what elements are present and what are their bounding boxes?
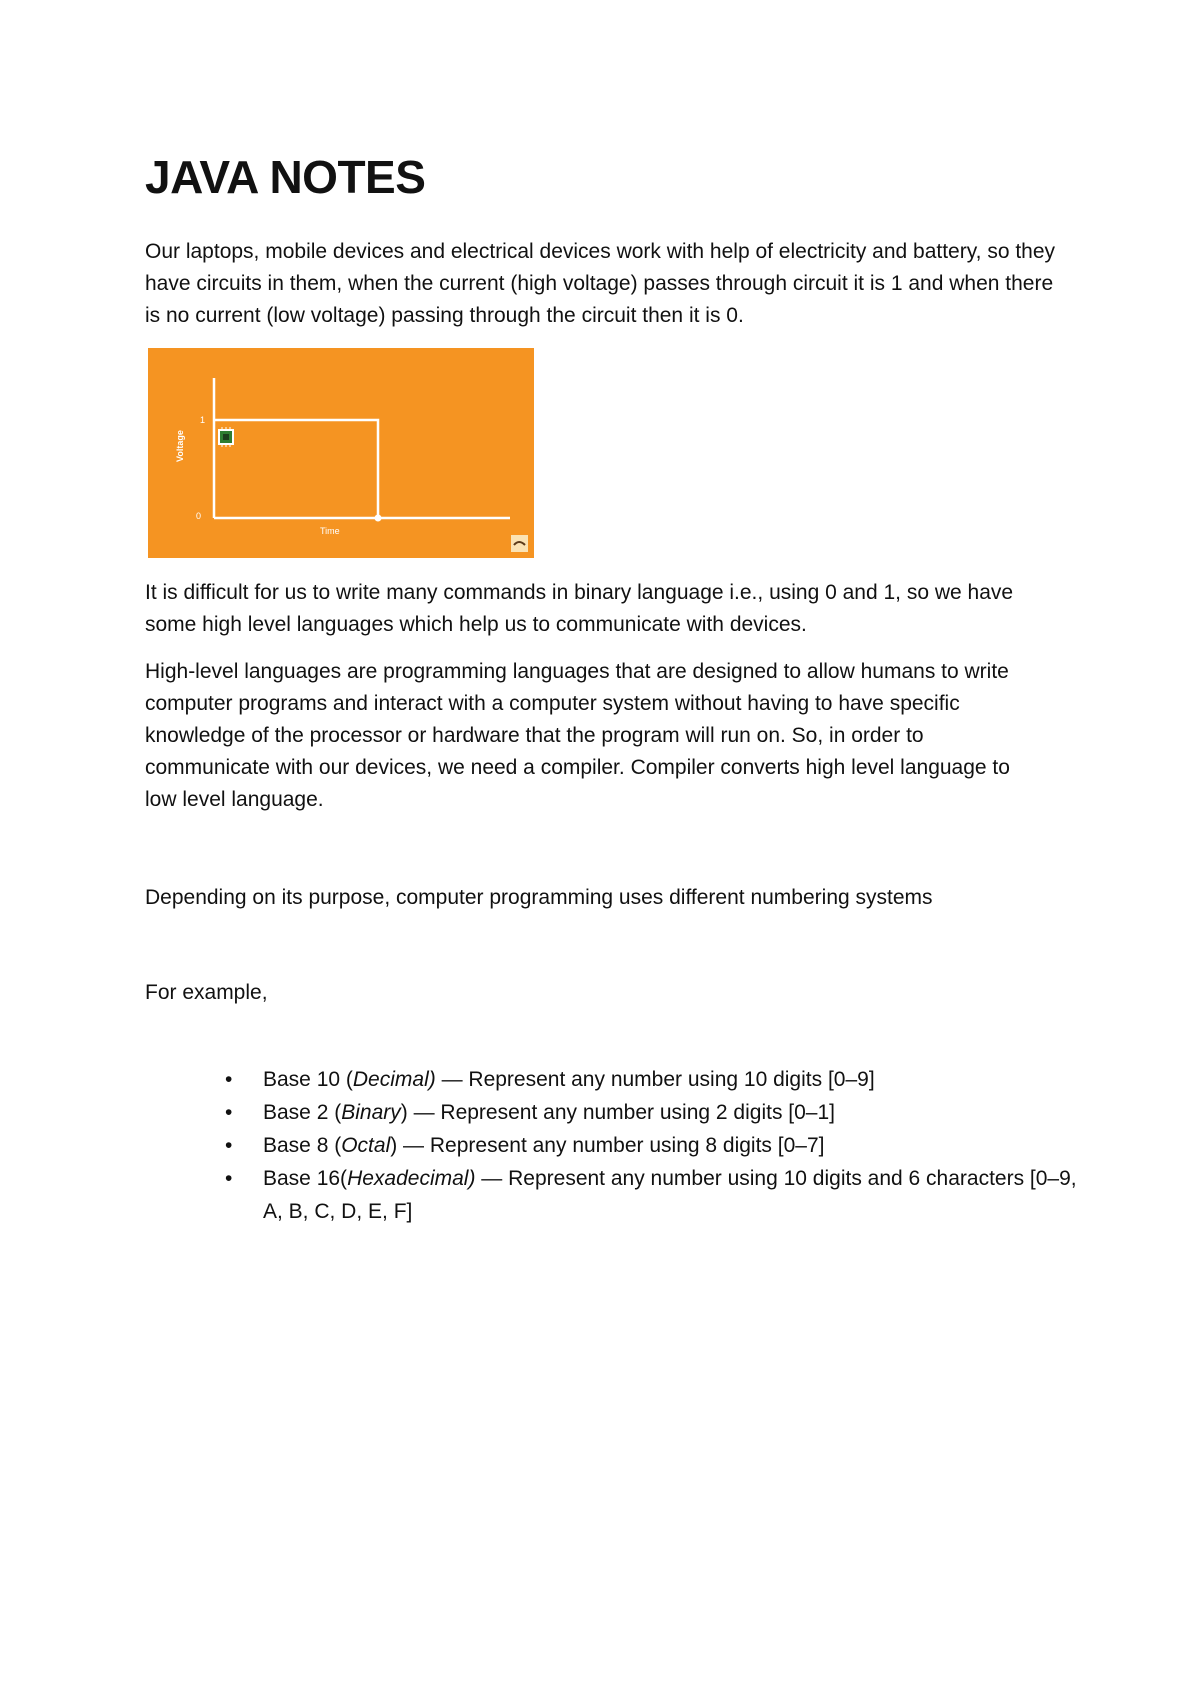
page-title: JAVA NOTES <box>145 151 426 203</box>
list-item-prefix: Base 10 ( <box>263 1068 353 1091</box>
signal-dot <box>375 515 382 522</box>
paragraph-example: For example, <box>145 981 268 1004</box>
paragraph-binary: It is difficult for us to write many commands in binary language i.e., using 0 and 1, so we have some high level languages which help us to communicate with devices. <box>145 581 1014 636</box>
list-item-term: Octal <box>341 1134 391 1157</box>
list-item-term: Binary <box>341 1101 401 1124</box>
list-item <box>220 1096 1080 1129</box>
x-axis-label: Time <box>320 526 340 536</box>
list-item-prefix: Base 2 ( <box>263 1101 342 1124</box>
figure-background <box>148 348 534 558</box>
list-item <box>220 1063 1080 1096</box>
list-item-prefix: Base 8 ( <box>263 1134 342 1157</box>
y-axis-label: Voltage <box>175 430 185 462</box>
voltage-time-figure <box>148 348 534 558</box>
list-item-prefix: Base 16( <box>263 1167 348 1190</box>
bullet-icon: • <box>225 1068 233 1091</box>
list-item-suffix: ) — Represent any number using 8 digits [0–7] <box>390 1134 825 1157</box>
list-item-term: Decimal) <box>352 1068 436 1091</box>
bullet-icon: • <box>225 1101 233 1124</box>
paragraph-intro: Our laptops, mobile devices and electrical devices work with help of electricity and battery, so they have circuits in them, when the current (high voltage) passes through circuit it is 1 and when there is no current (low voltage) passing through the circuit then it is 0. <box>145 240 1056 327</box>
list-item-suffix: ) — Represent any number using 2 digits [0–1] <box>400 1101 835 1124</box>
numbering-systems-list <box>220 1063 1080 1228</box>
logo-icon <box>511 535 528 552</box>
paragraph-high-level: High-level languages are programming languages that are designed to allow humans to write computer programs and interact with a computer system without having to have specific knowledge of the processor or hardware that the program will run on. So, in order to communicate with our devices, we need a compiler. Compiler converts high level language to low level language. <box>145 660 1010 811</box>
microchip-icon <box>218 427 234 447</box>
bullet-icon: • <box>225 1134 233 1157</box>
list-item <box>220 1129 1080 1162</box>
y-tick-low: 0 <box>196 511 202 521</box>
y-tick-high: 1 <box>200 415 206 425</box>
bullet-icon: • <box>225 1167 233 1190</box>
voltage-time-graph <box>148 348 534 558</box>
list-item-suffix: — Represent any number using 10 digits and 6 characters [0–9, A, B, C, D, E, F] <box>263 1167 1077 1223</box>
list-item-term: Hexadecimal) <box>347 1167 476 1190</box>
list-item-suffix: — Represent any number using 10 digits [0–9] <box>435 1068 875 1091</box>
paragraph-numbering: Depending on its purpose, computer programming uses different numbering systems <box>145 886 933 909</box>
list-item <box>220 1162 1080 1228</box>
